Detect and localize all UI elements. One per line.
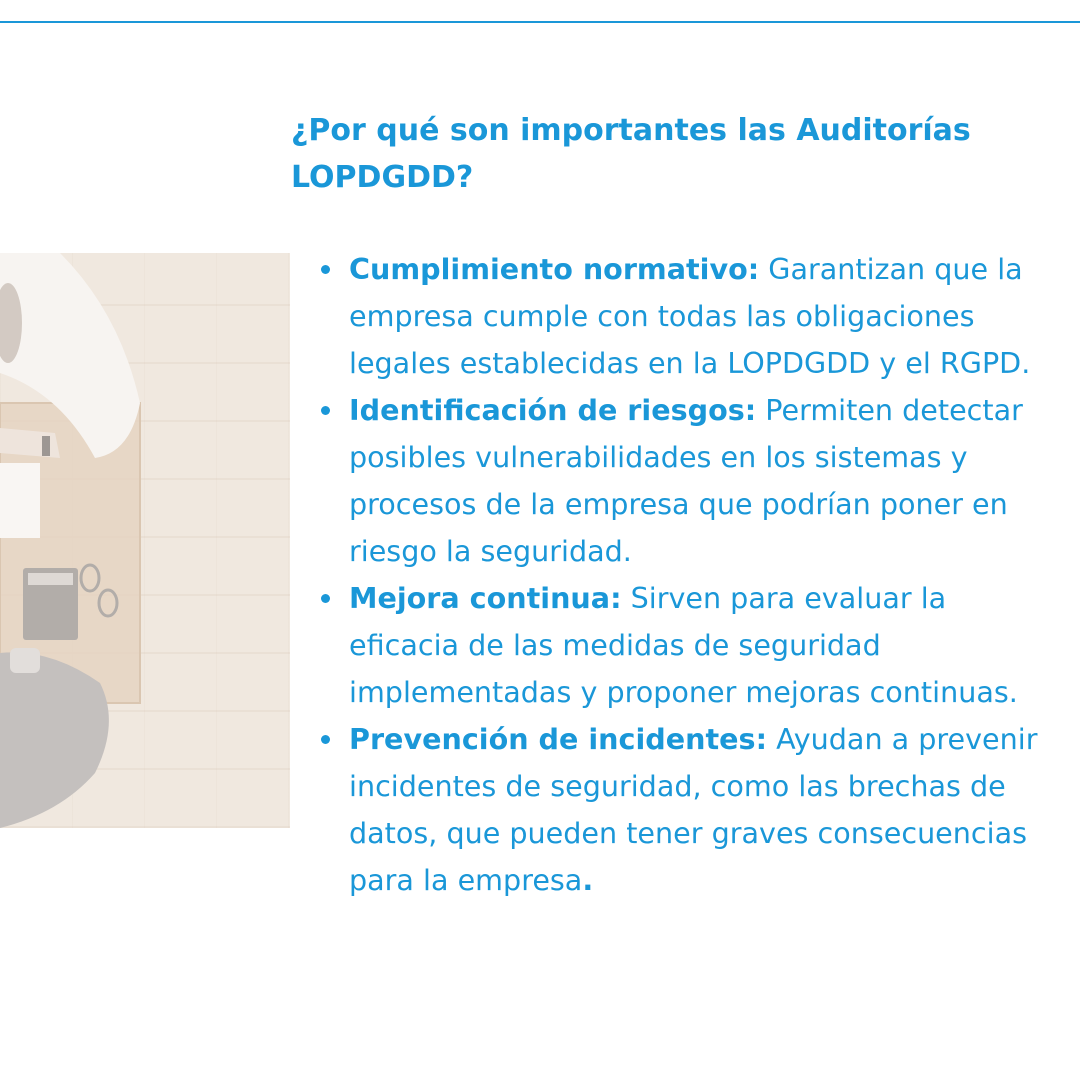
list-item-text: Garantizan que la empresa cumple con todas las obligaciones legales establecidas en la LOPDGDD y el RGPD. [349, 252, 1031, 380]
photo-illustration [0, 253, 290, 828]
list-item-ending: . [582, 863, 594, 897]
list-item-term: Prevención de incidentes: [349, 722, 768, 756]
list-item-term: Mejora continua: [349, 581, 622, 615]
bullet-dot-icon [321, 735, 330, 744]
photo-overlay [0, 253, 290, 828]
list-item-term: Identificación de riesgos: [349, 393, 757, 427]
bullet-dot-icon [321, 594, 330, 603]
bullet-dot-icon [321, 406, 330, 415]
list-item-cumplimiento [318, 246, 1058, 387]
list-item-mejora [318, 575, 1058, 716]
list-item-text: Permiten detectar posibles vulnerabilidades en los sistemas y procesos de la empresa que podrían poner en riesgo la seguridad. [349, 393, 1023, 568]
list-item-text: Ayudan a prevenir incidentes de seguridad, como las brechas de datos, que pueden tener graves consecuencias para la empresa [349, 722, 1038, 897]
list-item-text: Sirven para evaluar la eficacia de las medidas de seguridad implementadas y proponer mejoras continuas. [349, 581, 1018, 709]
bullet-dot-icon [321, 265, 330, 274]
list-item-term: Cumplimiento normativo: [349, 252, 760, 286]
list-item-identificacion [318, 387, 1058, 575]
top-divider-line [0, 21, 1080, 23]
office-meeting-photo [0, 253, 290, 828]
page-title: ¿Por qué son importantes las Auditorías LOPDGDD? [291, 113, 971, 195]
importance-list [318, 246, 1058, 904]
list-item-prevencion [318, 716, 1058, 904]
